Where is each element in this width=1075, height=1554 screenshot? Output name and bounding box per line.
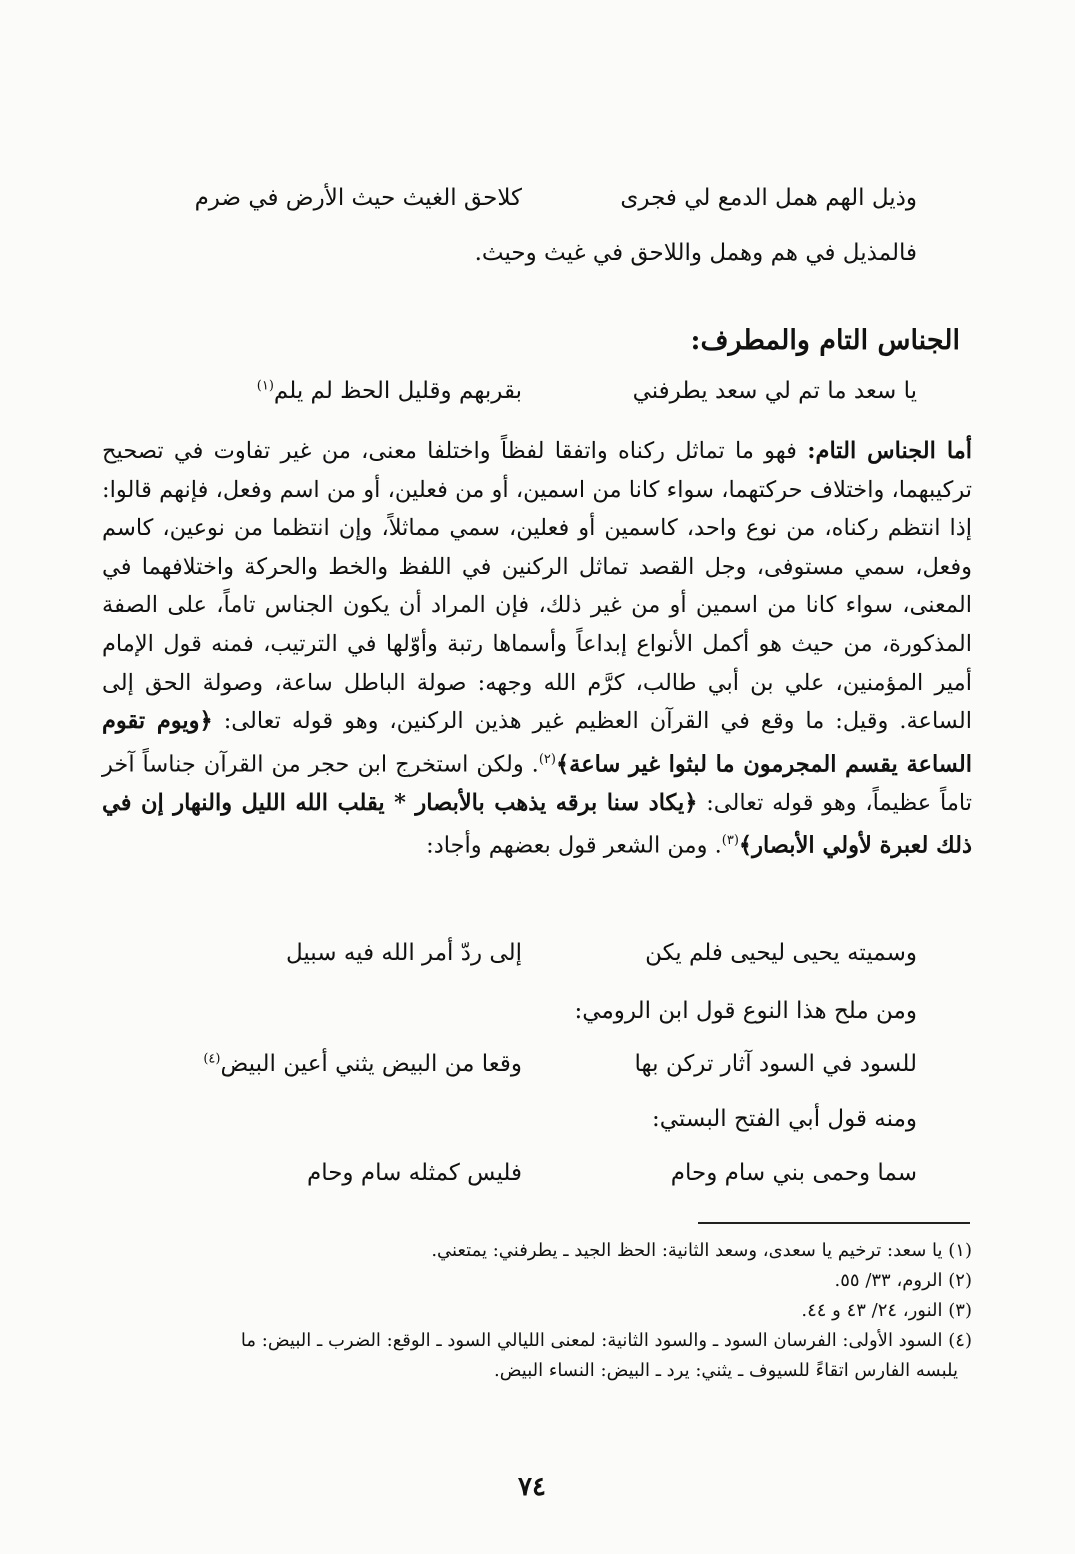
hemistich-first: يا سعد ما تم لي سعد يطرفني xyxy=(632,378,917,404)
verse-line xyxy=(157,1160,917,1200)
footnote-number: (٢) xyxy=(948,1270,972,1291)
footnote-ref: (٤) xyxy=(203,1051,221,1067)
footnote-item xyxy=(102,1326,972,1386)
hemistich-text: وقعا من البيض يثني أعين البيض xyxy=(220,1051,522,1077)
footnote-ref: (٢) xyxy=(538,751,556,767)
prose-line: ومنه قول أبي الفتح البستي: xyxy=(651,1106,917,1132)
footnote-ref: (٣) xyxy=(721,833,739,849)
page-number: ٧٤ xyxy=(518,1472,546,1502)
footnote-item xyxy=(102,1236,972,1266)
main-paragraph xyxy=(102,432,972,866)
prose-line: فالمذيل في هم وهمل واللاحق في غيث وحيث. xyxy=(474,240,917,266)
hemistich-second xyxy=(203,1051,522,1077)
footnote-text: الروم، ٣٣/ ٥٥. xyxy=(834,1270,943,1291)
verse-line xyxy=(157,940,917,980)
paragraph-text: فهو ما تماثل ركناه واتفقا لفظاً واختلفا معنى، من غير تفاوت في تصحيح تركيبهما، واختلاف حركتهما، سواء كانا من اسمين، أو من فعلين، أو من اسم وفعل، فإنهم قالوا: إذا انتظم ركناه، من نوع واحد، كاسمين أو فعلين، سمي مماثلاً، وإن انتظما من نوعين، كاسم وفعل، سمي مستوفى، وجل القصد تماثل الركنين في اللفظ والخط والحركة واختلافهما في المعنى، سواء كانا من اسمين أو من غير ذلك، فإن المراد أن يكون الجناس تاماً، على الصفة المذكورة، من حيث هو أكمل الأنواع إبداعاً وأسماها رتبة وأوّلها في الترتيب، فمنه قول الإمام أمير المؤمنين، علي بن أبي طالب، كرَّم الله وجهه: صولة الباطل ساعة، وصولة الحق إلى الساعة. وقيل: ما وقع في القرآن العظيم غير هذين الركنين، وهو قوله تعالى: xyxy=(102,438,972,735)
footnote-text: يا سعد: ترخيم يا سعدى، وسعد الثانية: الحظ الجيد ـ يطرفني: يمتعني. xyxy=(431,1240,943,1261)
term-label: أما الجناس التام: xyxy=(807,438,972,464)
paragraph-text: . ولكن استخرج ابن حجر من القرآن جناساً آخر تاماً عظيماً، وهو قوله تعالى: xyxy=(102,751,972,816)
hemistich-first: وسميته يحيى ليحيى فلم يكن xyxy=(645,940,917,966)
footnote-item xyxy=(102,1296,972,1326)
quran-quote: ﴿يكاد سنا برقه يذهب بالأبصار * يقلب الله الليل والنهار إن في ذلك لعبرة لأولي الأبصار﴾ xyxy=(102,789,972,859)
verse-line xyxy=(157,185,917,225)
quran-quote: ﴿ويوم تقوم الساعة يقسم المجرمون ما لبثوا غير ساعة﴾ xyxy=(102,708,972,778)
footnote-divider xyxy=(698,1222,970,1224)
footnote-number: (٤) xyxy=(948,1330,972,1351)
section-heading: الجناس التام والمطرف: xyxy=(690,325,960,356)
prose-line: ومن ملح هذا النوع قول ابن الرومي: xyxy=(574,998,917,1024)
verse-line xyxy=(157,1051,917,1091)
footnote-number: (٣) xyxy=(948,1300,972,1321)
footnote-continuation: يلبسه الفارس اتقاءً للسيوف ـ يثني: يرد ـ البيض: النساء البيض. xyxy=(494,1360,958,1381)
hemistich-text: بقربهم وقليل الحظ لم يلم xyxy=(273,378,522,404)
verse-line xyxy=(157,378,917,418)
footnotes xyxy=(102,1236,972,1386)
hemistich-second: إلى ردّ أمر الله فيه سبيل xyxy=(285,940,522,966)
hemistich-second: كلاحق الغيث حيث الأرض في ضرم xyxy=(194,185,522,211)
hemistich-first: وذيل الهم همل الدمع لي فجرى xyxy=(620,185,917,211)
footnote-text: السود الأولى: الفرسان السود ـ والسود الثانية: لمعنى الليالي السود ـ الوقع: الضرب ـ البيض: ما xyxy=(240,1330,943,1351)
footnote-item xyxy=(102,1266,972,1296)
paragraph-text: . ومن الشعر قول بعضهم وأجاد: xyxy=(426,832,722,859)
footnote-number: (١) xyxy=(948,1240,972,1261)
hemistich-second xyxy=(257,378,522,404)
footnote-ref: (١) xyxy=(256,378,274,394)
hemistich-first: سما وحمى بني سام وحام xyxy=(670,1160,917,1186)
footnote-text: النور، ٢٤/ ٤٣ و ٤٤. xyxy=(801,1300,943,1321)
hemistich-second: فليس كمثله سام وحام xyxy=(306,1160,522,1186)
hemistich-first: للسود في السود آثار تركن بها xyxy=(634,1051,917,1077)
